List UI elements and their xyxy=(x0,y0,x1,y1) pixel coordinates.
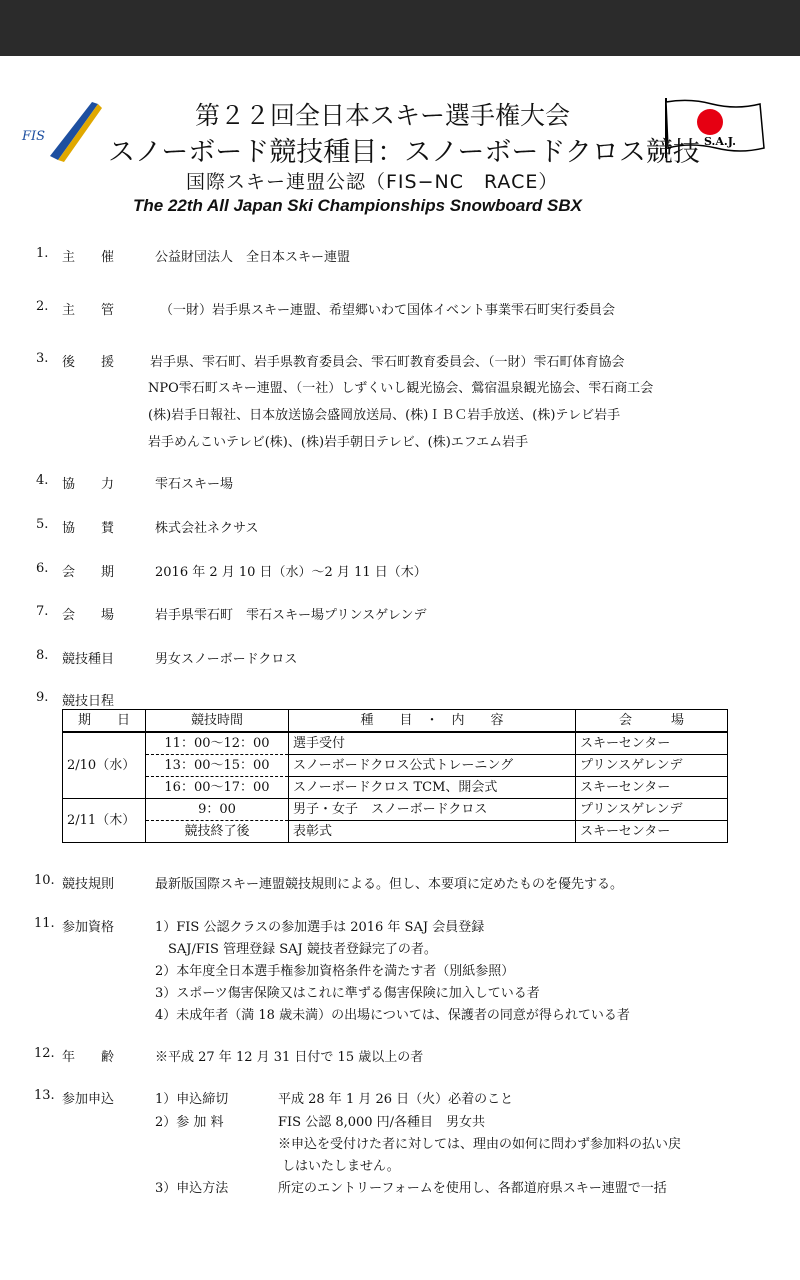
section-value: 男女スノーボードクロス xyxy=(155,652,298,667)
section-value-line: 岩手県、雫石町、岩手県教育委員会、雫石町教育委員会、（一財）雫石町体育協会 xyxy=(150,355,625,370)
section-number: 1. xyxy=(36,246,49,261)
section-label: 参加資格 xyxy=(62,920,115,935)
section-number: 6. xyxy=(36,561,49,576)
sub-item-value: 平成 28 年 1 月 26 日（火）必着のこと xyxy=(278,1092,514,1107)
section-value: 岩手県雫石町 雫石スキー場プリンスゲレンデ xyxy=(155,608,427,623)
section-number: 3. xyxy=(36,351,49,366)
section-label: 会 場 xyxy=(62,608,115,623)
section-value-line: 4）未成年者（満 18 歳未満）の出場については、保護者の同意が得られている者 xyxy=(155,1008,630,1023)
section-number: 12. xyxy=(34,1046,55,1061)
section-value: 最新版国際スキー連盟競技規則による。但し、本要項に定めたものを優先する。 xyxy=(155,877,624,892)
table-row xyxy=(63,777,728,799)
column-header: 期 日 xyxy=(63,710,146,733)
table-row xyxy=(63,755,728,777)
section-number: 13. xyxy=(34,1088,55,1103)
schedule-time: 16：00〜17：00 xyxy=(146,777,289,799)
section-label: 年 齢 xyxy=(62,1050,115,1065)
section-number: 9. xyxy=(36,690,49,705)
section-value: 雫石スキー場 xyxy=(155,477,234,492)
sub-item-value: FIS 公認 8,000 円/各種目 男女共 xyxy=(278,1115,486,1130)
fis-logo xyxy=(20,98,102,164)
section-value-line: NPO雫石町スキー連盟、（一社）しずくいし観光協会、鶯宿温泉観光協会、雫石商工会 xyxy=(148,381,654,396)
section-number: 2. xyxy=(36,299,49,314)
section-value-line: (株)岩手日報社、日本放送協会盛岡放送局、(株)ＩＢＣ岩手放送、(株)テレビ岩手 xyxy=(148,408,621,423)
sub-item-label: 3）申込方法 xyxy=(155,1181,229,1196)
schedule-venue: プリンスゲレンデ xyxy=(576,755,728,777)
top-status-bar xyxy=(0,0,800,56)
schedule-venue: スキーセンター xyxy=(576,777,728,799)
schedule-event: 表彰式 xyxy=(289,821,576,843)
schedule-table xyxy=(62,709,728,843)
section-value-line: 2）本年度全日本選手権参加資格条件を満たす者（別紙参照） xyxy=(155,964,515,979)
section-number: 4. xyxy=(36,473,49,488)
schedule-time: 競技終了後 xyxy=(146,821,289,843)
sub-item-note: ※申込を受付けた者に対しては、理由の如何に問わず参加料の払い戻 xyxy=(278,1137,682,1152)
section-value-line: 3）スポーツ傷害保険又はこれに準ずる傷害保険に加入している者 xyxy=(155,986,540,1001)
document-page xyxy=(0,56,800,1280)
section-label: 主 管 xyxy=(62,303,115,318)
section-number: 8. xyxy=(36,648,49,663)
schedule-event: 選手受付 xyxy=(289,732,576,755)
section-label: 競技規則 xyxy=(62,877,115,892)
sub-item-value: 所定のエントリーフォームを使用し、各都道府県スキー連盟で一括 xyxy=(278,1181,667,1196)
table-row xyxy=(63,799,728,821)
schedule-event: スノーボードクロス公式トレーニング xyxy=(289,755,576,777)
schedule-day: 2/11（木） xyxy=(63,799,146,843)
section-number: 11. xyxy=(34,916,55,931)
section-value-line: 岩手めんこいテレビ(株)、(株)岩手朝日テレビ、(株)エフエム岩手 xyxy=(148,435,529,450)
section-number: 5. xyxy=(36,517,49,532)
section-value: （一財）岩手県スキー連盟、希望郷いわて国体イベント事業雫石町実行委員会 xyxy=(160,303,616,318)
column-header: 競技時間 xyxy=(146,710,289,733)
sub-item-label: 1）申込締切 xyxy=(155,1092,229,1107)
schedule-venue: スキーセンター xyxy=(576,732,728,755)
section-label: 主 催 xyxy=(62,250,115,265)
column-header: 会 場 xyxy=(576,710,728,733)
section-label: 会 期 xyxy=(62,565,115,580)
section-value: 公益財団法人 全日本スキー連盟 xyxy=(155,250,351,265)
schedule-day: 2/10（水） xyxy=(63,732,146,799)
section-value: 2016 年 2 月 10 日（水）〜2 月 11 日（木） xyxy=(155,565,427,580)
title-english: The 22th All Japan Ski Championships Snowboard SBX xyxy=(133,196,582,215)
section-number: 10. xyxy=(34,873,55,888)
section-value: 株式会社ネクサス xyxy=(155,521,259,536)
sub-item-note: しはいたしません。 xyxy=(282,1159,400,1174)
sub-item-label: 2）参 加 料 xyxy=(155,1115,224,1130)
schedule-venue: スキーセンター xyxy=(576,821,728,843)
schedule-time: 13：00〜15：00 xyxy=(146,755,289,777)
section-label: 協 力 xyxy=(62,477,115,492)
table-row xyxy=(63,732,728,755)
section-label: 参加申込 xyxy=(62,1092,115,1107)
section-label: 競技種目 xyxy=(62,652,115,667)
schedule-event: 男子・女子 スノーボードクロス xyxy=(289,799,576,821)
column-header: 種 目 ・ 内 容 xyxy=(289,710,576,733)
schedule-venue: プリンスゲレンデ xyxy=(576,799,728,821)
schedule-event: スノーボードクロス TCM、開会式 xyxy=(289,777,576,799)
section-label: 競技日程 xyxy=(62,694,115,709)
section-label: 後 援 xyxy=(62,355,115,370)
title-line-2: スノーボード競技種目：スノーボードクロス競技 xyxy=(108,137,700,168)
fis-logo-text: FIS xyxy=(22,129,46,144)
schedule-time: 9：00 xyxy=(146,799,289,821)
section-value-line: 1）FIS 公認クラスの参加選手は 2016 年 SAJ 会員登録 xyxy=(155,920,485,935)
table-row xyxy=(63,821,728,843)
section-value: ※平成 27 年 12 月 31 日付で 15 歳以上の者 xyxy=(155,1050,424,1065)
saj-logo-text: S.A.J. xyxy=(704,135,736,148)
section-number: 7. xyxy=(36,604,49,619)
title-line-1: 第２２回全日本スキー選手権大会 xyxy=(195,101,571,130)
title-line-3: 国際スキー連盟公認（FIS−NC RACE） xyxy=(186,171,559,193)
section-value-line: SAJ/FIS 管理登録 SAJ 競技者登録完了の者。 xyxy=(168,942,437,957)
section-label: 協 賛 xyxy=(62,521,115,536)
schedule-time: 11：00〜12：00 xyxy=(146,732,289,755)
table-header-row xyxy=(63,710,728,733)
